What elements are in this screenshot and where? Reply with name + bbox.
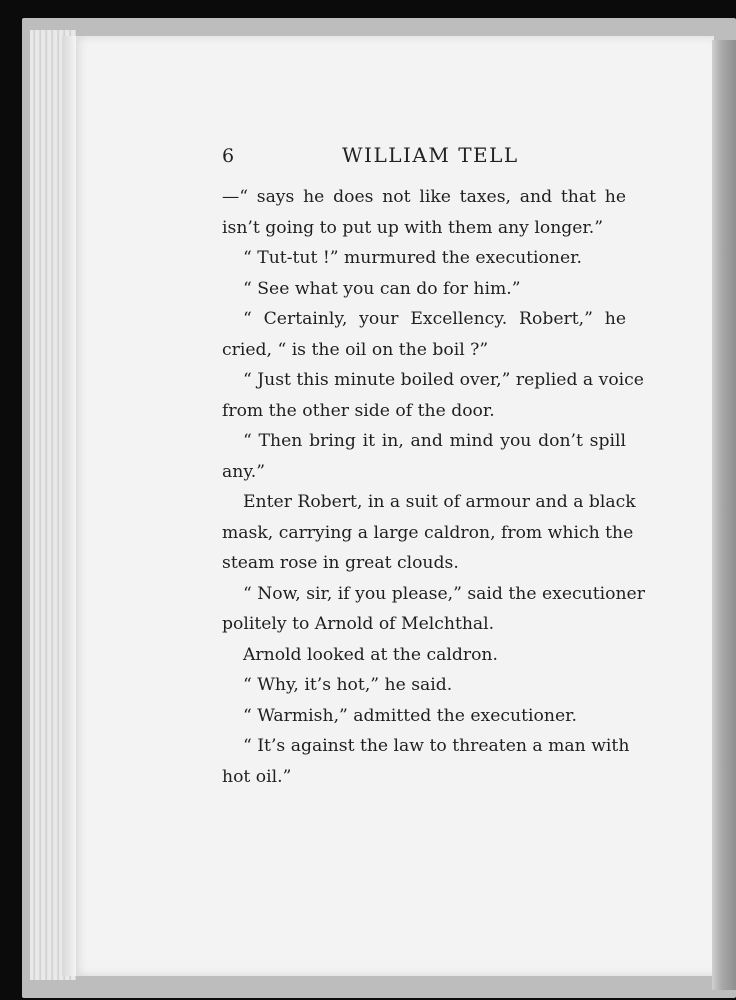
text-line: any.”	[222, 461, 265, 482]
text-line: cried, “ is the oil on the boil ?”	[222, 339, 489, 360]
text-line: “ Now, sir, if you please,” said the executioner	[243, 583, 645, 604]
text-line: “ Just this minute boiled over,” replied a voice	[243, 370, 644, 390]
text-line: “ Why, it’s hot,” he said.	[243, 675, 453, 695]
text-line: “ It’s against the law to threaten a man with	[243, 736, 630, 756]
text-line: Arnold looked at the caldron.	[243, 644, 498, 665]
body-text	[222, 182, 645, 792]
text-line: “ Certainly, your Excellency. Robert,” he	[243, 309, 626, 329]
running-title: WILLIAM TELL	[342, 143, 519, 167]
page-gutter	[62, 36, 76, 976]
page-number: 6	[222, 145, 235, 167]
cover-right-edge	[712, 40, 736, 990]
text-line: Enter Robert, in a suit of armour and a black	[243, 492, 636, 512]
text-line: “ Then bring it in, and mind you don’t spill	[243, 431, 626, 451]
text-line: from the other side of the door.	[222, 400, 495, 421]
text-line: “ Tut-tut !” murmured the executioner.	[243, 248, 582, 268]
text-line: —“ says he does not like taxes, and that he	[222, 187, 626, 207]
text-line: “ Warmish,” admitted the executioner.	[243, 705, 577, 726]
text-line: mask, carrying a large caldron, from which the	[222, 522, 634, 543]
text-line: isn’t going to put up with them any longer.”	[222, 217, 604, 238]
text-line: politely to Arnold of Melchthal.	[222, 614, 495, 634]
text-line: “ See what you can do for him.”	[243, 278, 521, 299]
page-header	[222, 143, 626, 169]
text-line: steam rose in great clouds.	[222, 553, 459, 573]
text-line: hot oil.”	[222, 766, 292, 787]
